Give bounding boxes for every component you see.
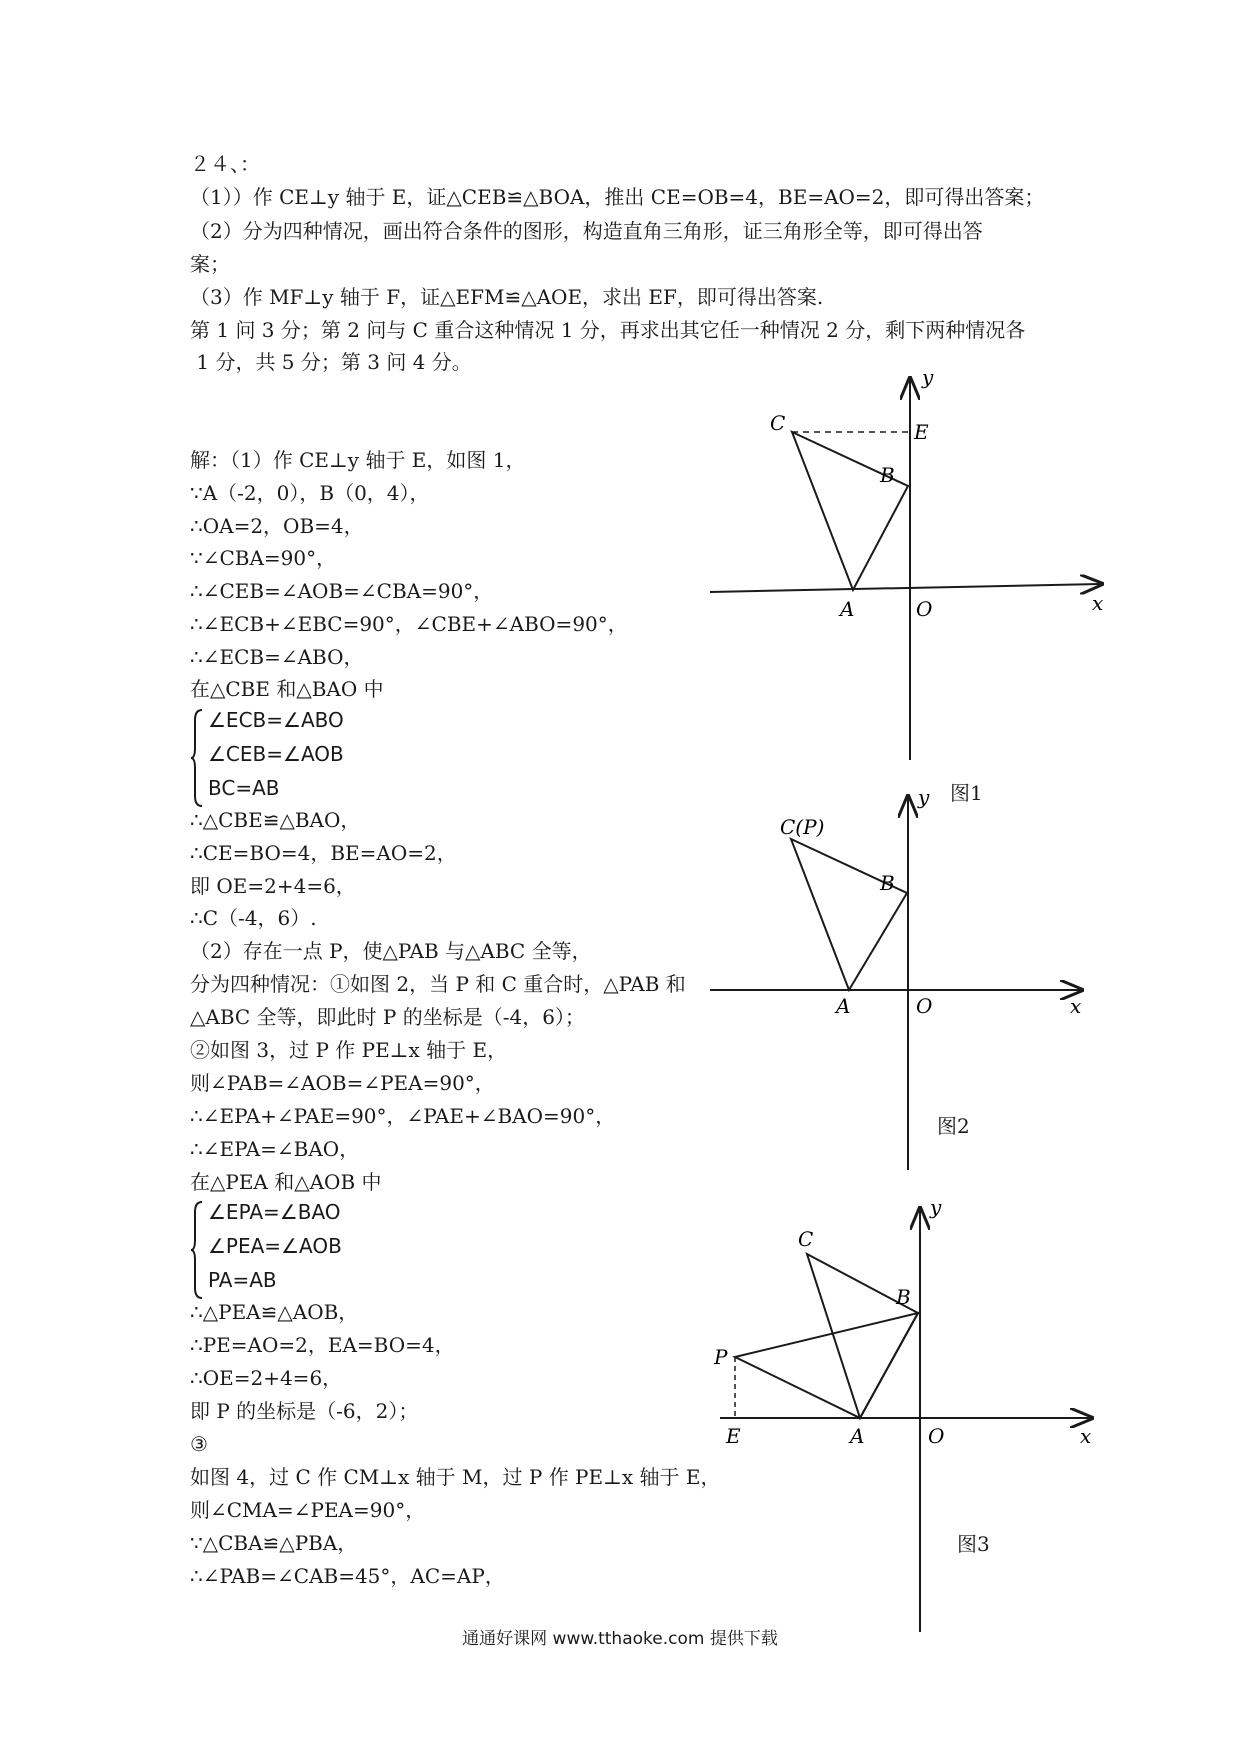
footer-watermark: 通通好课网 www.tthaoke.com 提供下载 <box>462 1629 778 1649</box>
label-y: y <box>922 370 934 389</box>
solution-line: ∵∠CBA=90°， <box>190 546 337 570</box>
x-axis <box>710 584 1100 592</box>
hint-line-1: （1））作 CE⊥y 轴于 E，证△CEB≌△BOA，推出 CE=OB=4，BE=AO=2，即可得出答案； <box>190 185 1045 209</box>
solution-line: 在△PEA 和△AOB 中 <box>190 1170 382 1194</box>
solution-line: ∴△CBE≌△BAO， <box>190 808 361 832</box>
label-o: O <box>916 994 933 1018</box>
triangle-abc <box>792 432 908 590</box>
equation-line: ∠PEA=∠AOB <box>208 1234 342 1258</box>
solution-line: 即 P 的坐标是（-6，2）； <box>190 1399 419 1423</box>
label-c: C(P) <box>780 815 825 839</box>
solution-line: 则∠CMA=∠PEA=90°， <box>190 1498 426 1522</box>
equation-line: ∠CEB=∠AOB <box>208 742 344 766</box>
solution-line: 在△CBE 和△BAO 中 <box>190 677 384 701</box>
label-a: A <box>850 1424 865 1448</box>
solution-line: 如图 4，过 C 作 CM⊥x 轴于 M，过 P 作 PE⊥x 轴于 E， <box>190 1465 721 1489</box>
triangle-pab <box>735 1313 918 1418</box>
hint-line-2: （2）分为四种情况，画出符合条件的图形，构造直角三角形，证三角形全等，即可得出答 <box>190 219 983 243</box>
solution-line: 即 OE=2+4=6， <box>190 874 356 898</box>
solution-line: ∵A（-2，0），B（0，4）， <box>190 481 430 505</box>
equation-line: ∠EPA=∠BAO <box>208 1200 341 1224</box>
label-b: B <box>880 871 895 895</box>
solution-line: ②如图 3，过 P 作 PE⊥x 轴于 E， <box>190 1038 508 1062</box>
label-o: O <box>916 597 933 621</box>
solution-line: ③ <box>190 1432 208 1456</box>
solution-line: ∴△PEA≌△AOB， <box>190 1300 359 1324</box>
label-o: O <box>928 1424 945 1448</box>
equation-line: ∠ECB=∠ABO <box>208 708 344 732</box>
solution-line: △ABC 全等，即此时 P 的坐标是（-4，6）； <box>190 1005 585 1029</box>
solution-line: ∴∠ECB=∠ABO， <box>190 645 364 669</box>
figure-3 <box>700 1200 1120 1644</box>
label-x: x <box>1080 1424 1092 1448</box>
solution-line: ∴∠CEB=∠AOB=∠CBA=90°， <box>190 579 494 603</box>
equation-system-2 <box>190 1200 390 1300</box>
solution-line: ∵△CBA≌△PBA， <box>190 1531 358 1555</box>
hint-line-3: 案； <box>190 252 230 276</box>
solution-line: ∴C（-4，6）. <box>190 906 317 930</box>
solution-line: ∴∠ECB+∠EBC=90°，∠CBE+∠ABO=90°， <box>190 612 628 636</box>
solution-line: 则∠PAB=∠AOB=∠PEA=90°， <box>190 1071 495 1095</box>
label-x: x <box>1092 591 1104 615</box>
equation-line: BC=AB <box>208 776 280 800</box>
label-y: y <box>930 1200 942 1219</box>
label-b: B <box>880 463 895 487</box>
brace-icon <box>190 708 204 808</box>
scoring-line-1: 第 1 问 3 分；第 2 问与 C 重合这种情况 1 分，再求出其它任一种情况 2 分，剩下两种情况各 <box>190 318 1026 342</box>
label-a: A <box>840 597 855 621</box>
figure-2 <box>700 790 1120 1194</box>
solution-line: 分为四种情况：①如图 2，当 P 和 C 重合时，△PAB 和 <box>190 972 686 996</box>
solution-line: ∴OA=2，OB=4， <box>190 514 364 538</box>
triangle-abc <box>791 839 907 990</box>
solution-line: ∴PE=AO=2，EA=BO=4， <box>190 1333 455 1357</box>
figure-1-caption: 图1 <box>950 781 983 805</box>
figure-2-caption: 图2 <box>937 1114 970 1138</box>
label-c: C <box>770 411 786 435</box>
solution-line: ∴∠PAB=∠CAB=45°，AC=AP， <box>190 1564 505 1588</box>
solution-line: （2）存在一点 P，使△PAB 与△ABC 全等， <box>190 939 592 963</box>
brace-icon <box>190 1200 204 1300</box>
label-x: x <box>1070 994 1082 1018</box>
solution-line: ∴∠EPA+∠PAE=90°，∠PAE+∠BAO=90°， <box>190 1104 616 1128</box>
solution-line: ∴OE=2+4=6， <box>190 1366 343 1390</box>
solution-line: 解：（1）作 CE⊥y 轴于 E，如图 1， <box>190 448 526 472</box>
label-c: C <box>798 1227 814 1251</box>
label-e: E <box>914 420 929 444</box>
label-b: B <box>896 1285 911 1309</box>
figure-1 <box>700 370 1120 794</box>
hint-line-4: （3）作 MF⊥y 轴于 F，证△EFM≌△AOE，求出 EF，即可得出答案. <box>190 285 824 309</box>
equation-system-1 <box>190 708 390 808</box>
figure-3-caption: 图3 <box>957 1532 990 1556</box>
scoring-line-2: 1 分，共 5 分；第 3 问 4 分。 <box>190 350 472 374</box>
label-y: y <box>918 790 930 809</box>
label-a: A <box>836 994 851 1018</box>
label-e: E <box>726 1424 741 1448</box>
solution-line: ∴∠EPA=∠BAO， <box>190 1137 360 1161</box>
solution-line: ∴CE=BO=4，BE=AO=2， <box>190 841 457 865</box>
label-p: P <box>714 1345 728 1369</box>
question-number: ２４、： <box>190 152 260 176</box>
equation-line: PA=AB <box>208 1268 277 1292</box>
